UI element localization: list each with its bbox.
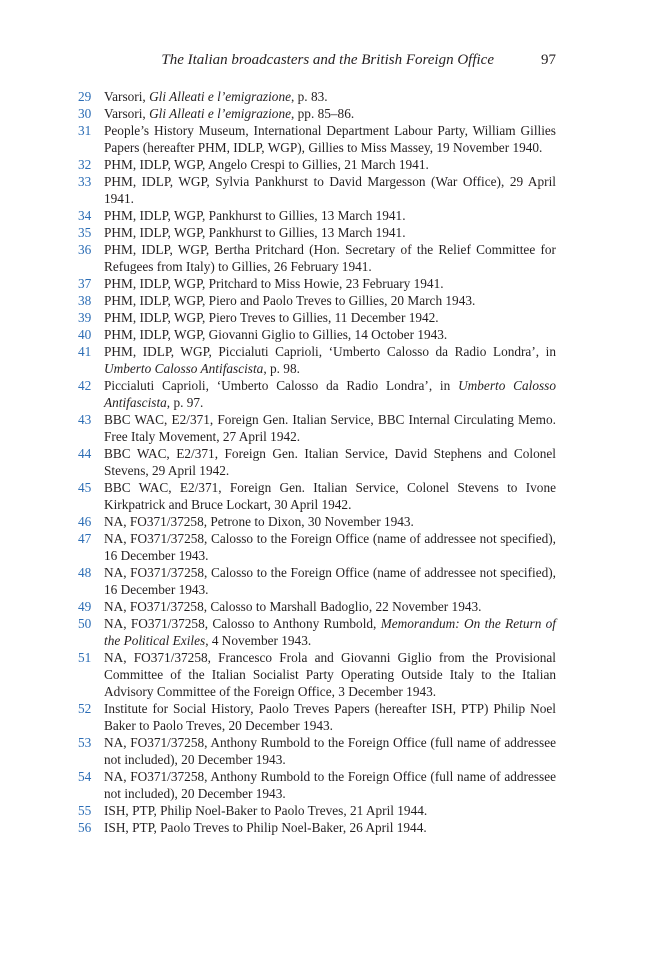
endnote-item <box>78 88 556 105</box>
endnote-number[interactable]: 42 <box>78 378 92 393</box>
endnote-number[interactable]: 38 <box>78 293 92 308</box>
endnote-text: Varsori, Gli Alleati e l’emigrazione, p. 83. <box>104 89 328 104</box>
endnote-text: ISH, PTP, Paolo Treves to Philip Noel-Baker, 26 April 1944. <box>104 820 427 835</box>
endnote-item <box>78 241 556 275</box>
endnote-number[interactable]: 43 <box>78 412 92 427</box>
endnote-number[interactable]: 39 <box>78 310 92 325</box>
endnote-number[interactable]: 49 <box>78 599 92 614</box>
endnote-item <box>78 564 556 598</box>
endnote-text: NA, FO371/37258, Calosso to the Foreign Office (name of addressee not specified), 16 December 1943. <box>104 565 556 597</box>
endnote-item <box>78 292 556 309</box>
endnote-text: PHM, IDLP, WGP, Bertha Pritchard (Hon. Secretary of the Relief Committee for Refugees from Italy) to Gillies, 26 February 1941. <box>104 242 556 274</box>
endnote-text: PHM, IDLP, WGP, Pritchard to Miss Howie, 23 February 1941. <box>104 276 444 291</box>
endnote-number[interactable]: 52 <box>78 701 92 716</box>
endnote-text: NA, FO371/37258, Calosso to Anthony Rumbold, Memorandum: On the Return of the Political Exiles, 4 November 1943. <box>104 616 556 648</box>
endnote-item <box>78 615 556 649</box>
endnote-text: ISH, PTP, Philip Noel-Baker to Paolo Treves, 21 April 1944. <box>104 803 428 818</box>
endnote-item <box>78 224 556 241</box>
endnote-item <box>78 173 556 207</box>
endnotes-list <box>78 88 556 836</box>
endnote-number[interactable]: 31 <box>78 123 92 138</box>
endnote-text: Piccialuti Caprioli, ‘Umberto Calosso da Radio Londra’, in Umberto Calosso Antifascista, p. 97. <box>104 378 556 410</box>
endnote-item <box>78 309 556 326</box>
endnote-item <box>78 445 556 479</box>
endnote-number[interactable]: 36 <box>78 242 92 257</box>
endnote-text: BBC WAC, E2/371, Foreign Gen. Italian Service, Colonel Stevens to Ivone Kirkpatrick and Bruce Lockart, 30 April 1942. <box>104 480 556 512</box>
endnote-text: PHM, IDLP, WGP, Piero and Paolo Treves to Gillies, 20 March 1943. <box>104 293 476 308</box>
endnote-item <box>78 377 556 411</box>
endnote-number[interactable]: 56 <box>78 820 92 835</box>
endnote-item <box>78 207 556 224</box>
endnote-number[interactable]: 34 <box>78 208 92 223</box>
endnote-number[interactable]: 48 <box>78 565 92 580</box>
endnote-number[interactable]: 53 <box>78 735 92 750</box>
running-title: The Italian broadcasters and the British Foreign Office <box>161 52 494 68</box>
endnote-number[interactable]: 47 <box>78 531 92 546</box>
endnote-item <box>78 819 556 836</box>
endnote-text: PHM, IDLP, WGP, Piero Treves to Gillies, 11 December 1942. <box>104 310 439 325</box>
endnote-text: PHM, IDLP, WGP, Pankhurst to Gillies, 13 March 1941. <box>104 225 406 240</box>
endnote-number[interactable]: 29 <box>78 89 92 104</box>
endnote-text: PHM, IDLP, WGP, Giovanni Giglio to Gillies, 14 October 1943. <box>104 327 448 342</box>
endnote-item <box>78 802 556 819</box>
endnote-item <box>78 411 556 445</box>
endnote-text: NA, FO371/37258, Anthony Rumbold to the Foreign Office (full name of addressee not included), 20 December 1943. <box>104 735 556 767</box>
endnote-text: NA, FO371/37258, Calosso to the Foreign Office (name of addressee not specified), 16 December 1943. <box>104 531 556 563</box>
endnote-text: NA, FO371/37258, Calosso to Marshall Badoglio, 22 November 1943. <box>104 599 482 614</box>
endnote-number[interactable]: 45 <box>78 480 92 495</box>
endnote-number[interactable]: 44 <box>78 446 92 461</box>
endnote-number[interactable]: 46 <box>78 514 92 529</box>
endnote-item <box>78 598 556 615</box>
endnote-item <box>78 649 556 700</box>
endnote-number[interactable]: 32 <box>78 157 92 172</box>
endnote-number[interactable]: 40 <box>78 327 92 342</box>
endnote-item <box>78 479 556 513</box>
endnote-number[interactable]: 50 <box>78 616 92 631</box>
endnote-item <box>78 122 556 156</box>
endnote-text: NA, FO371/37258, Anthony Rumbold to the Foreign Office (full name of addressee not included), 20 December 1943. <box>104 769 556 801</box>
endnote-text: PHM, IDLP, WGP, Pankhurst to Gillies, 13 March 1941. <box>104 208 406 223</box>
endnote-text: PHM, IDLP, WGP, Angelo Crespi to Gillies, 21 March 1941. <box>104 157 429 172</box>
endnote-text: People’s History Museum, International Department Labour Party, William Gillies Papers (hereafter PHM, IDLP, WGP), Gillies to Miss Massey, 19 November 1940. <box>104 123 556 155</box>
endnote-text: BBC WAC, E2/371, Foreign Gen. Italian Service, BBC Internal Circulating Memo. Free Italy Movement, 27 April 1942. <box>104 412 556 444</box>
endnote-number[interactable]: 51 <box>78 650 92 665</box>
endnote-number[interactable]: 41 <box>78 344 92 359</box>
endnote-item <box>78 734 556 768</box>
endnote-number[interactable]: 35 <box>78 225 92 240</box>
endnote-text: Varsori, Gli Alleati e l’emigrazione, pp. 85–86. <box>104 106 355 121</box>
endnote-item <box>78 105 556 122</box>
running-header <box>78 50 556 72</box>
endnote-text: BBC WAC, E2/371, Foreign Gen. Italian Service, David Stephens and Colonel Stevens, 29 April 1942. <box>104 446 556 478</box>
endnote-text: NA, FO371/37258, Petrone to Dixon, 30 November 1943. <box>104 514 414 529</box>
endnote-number[interactable]: 33 <box>78 174 92 189</box>
endnote-text: Institute for Social History, Paolo Treves Papers (hereafter ISH, PTP) Philip Noel Baker to Paolo Treves, 20 December 1943. <box>104 701 556 733</box>
endnote-text: PHM, IDLP, WGP, Sylvia Pankhurst to David Margesson (War Office), 29 April 1941. <box>104 174 556 206</box>
endnote-text: NA, FO371/37258, Francesco Frola and Giovanni Giglio from the Provisional Committee of the Italian Socialist Party Operating Outside Italy to the Italian Advisory Committee of the Foreign Office, 3 December 1943. <box>104 650 556 699</box>
page-number: 97 <box>541 52 556 68</box>
endnote-item <box>78 343 556 377</box>
endnote-number[interactable]: 30 <box>78 106 92 121</box>
endnote-item <box>78 700 556 734</box>
endnote-number[interactable]: 54 <box>78 769 92 784</box>
endnote-text: PHM, IDLP, WGP, Piccialuti Caprioli, ‘Umberto Calosso da Radio Londra’, in Umberto Calosso Antifascista, p. 98. <box>104 344 556 376</box>
endnote-item <box>78 768 556 802</box>
endnote-item <box>78 156 556 173</box>
endnote-number[interactable]: 37 <box>78 276 92 291</box>
endnote-item <box>78 530 556 564</box>
endnote-number[interactable]: 55 <box>78 803 92 818</box>
endnote-item <box>78 513 556 530</box>
endnote-item <box>78 326 556 343</box>
endnote-item <box>78 275 556 292</box>
